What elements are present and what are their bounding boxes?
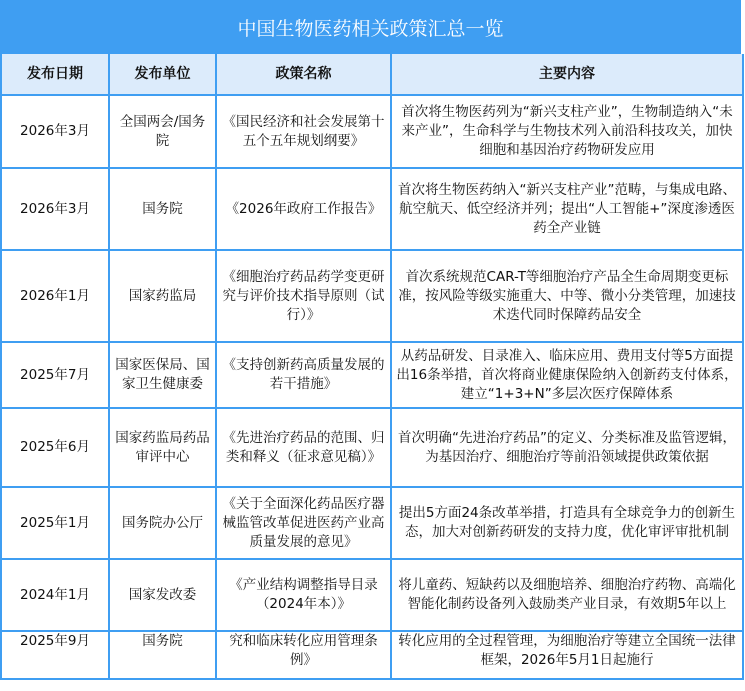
cell-policy: 《产业结构调整指导目录（2024年本）》	[216, 559, 391, 631]
cell-date: 2025年9月	[1, 631, 109, 679]
cell-content: 首次将生物医药列为“新兴支柱产业”，生物制造纳入“未来产业”，生命科学与生物技术列入前沿科技攻关，加快细胞和基因治疗药物研发应用	[391, 95, 743, 168]
cell-date: 2025年1月	[1, 487, 109, 559]
table-row	[1, 408, 743, 487]
table-row	[1, 168, 743, 250]
table-row	[1, 95, 743, 168]
cell-date: 2026年1月	[1, 250, 109, 342]
cell-policy: 《细胞治疗药品药学变更研究与评价技术指导原则（试行）》	[216, 250, 391, 342]
table-row	[1, 631, 743, 679]
cell-issuer: 国务院办公厅	[109, 487, 216, 559]
cell-date: 2026年3月	[1, 95, 109, 168]
cell-issuer: 国家药监局	[109, 250, 216, 342]
policy-table	[0, 54, 744, 680]
cell-policy: 《2026年政府工作报告》	[216, 168, 391, 250]
cell-policy: 《国民经济和社会发展第十五个五年规划纲要》	[216, 95, 391, 168]
cell-date: 2025年6月	[1, 408, 109, 487]
table-row	[1, 342, 743, 408]
cell-content: 首次系统规范CAR-T等细胞治疗产品全生命周期变更标准，按风险等级实施重大、中等、微小分类管理，加速技术迭代同时保障药品安全	[391, 250, 743, 342]
table-row	[1, 487, 743, 559]
cell-issuer: 全国两会/国务院	[109, 95, 216, 168]
cell-issuer: 国家医保局、国家卫生健康委	[109, 342, 216, 408]
cell-issuer: 国家发改委	[109, 559, 216, 631]
table-row	[1, 559, 743, 631]
header-issuer: 发布单位	[109, 54, 216, 95]
header-policy: 政策名称	[216, 54, 391, 95]
cell-date: 2024年1月	[1, 559, 109, 631]
cell-content: 首次将生物医药纳入“新兴支柱产业”范畴，与集成电路、航空航天、低空经济并列；提出“人工智能+”深度渗透医药全产业链	[391, 168, 743, 250]
cell-date: 2025年7月	[1, 342, 109, 408]
cell-issuer: 国务院	[109, 631, 216, 679]
cell-content: 提出5方面24条改革举措，打造具有全球竞争力的创新生态，加大对创新药研发的支持力度，优化审评审批机制	[391, 487, 743, 559]
header-row	[1, 54, 743, 95]
cell-content: 首次明确“先进治疗药品”的定义、分类标准及监管逻辑，为基因治疗、细胞治疗等前沿领域提供政策依据	[391, 408, 743, 487]
header-date: 发布日期	[1, 54, 109, 95]
cell-content: 从药品研发、目录准入、临床应用、费用支付等5方面提出16条举措，首次将商业健康保险纳入创新药支付体系，建立“1+3+N”多层次医疗保障体系	[391, 342, 743, 408]
cell-policy: 《支持创新药高质量发展的若干措施》	[216, 342, 391, 408]
cell-issuer: 国务院	[109, 168, 216, 250]
table-title: 中国生物医药相关政策汇总一览	[0, 0, 741, 54]
cell-policy: 《先进治疗药品的范围、归类和释义（征求意见稿）》	[216, 408, 391, 487]
cell-policy: 《关于全面深化药品医疗器械监管改革促进医药产业高质量发展的意见》	[216, 487, 391, 559]
cell-date: 2026年3月	[1, 168, 109, 250]
cell-content: 转化应用的全过程管理，为细胞治疗等建立全国统一法律框架，2026年5月1日起施行	[391, 631, 743, 679]
cell-issuer: 国家药监局药品审评中心	[109, 408, 216, 487]
cell-policy: 究和临床转化应用管理条例》	[216, 631, 391, 679]
header-content: 主要内容	[391, 54, 743, 95]
table-row	[1, 250, 743, 342]
cell-content: 将儿童药、短缺药以及细胞培养、细胞治疗药物、高端化智能化制药设备列入鼓励类产业目录，有效期5年以上	[391, 559, 743, 631]
